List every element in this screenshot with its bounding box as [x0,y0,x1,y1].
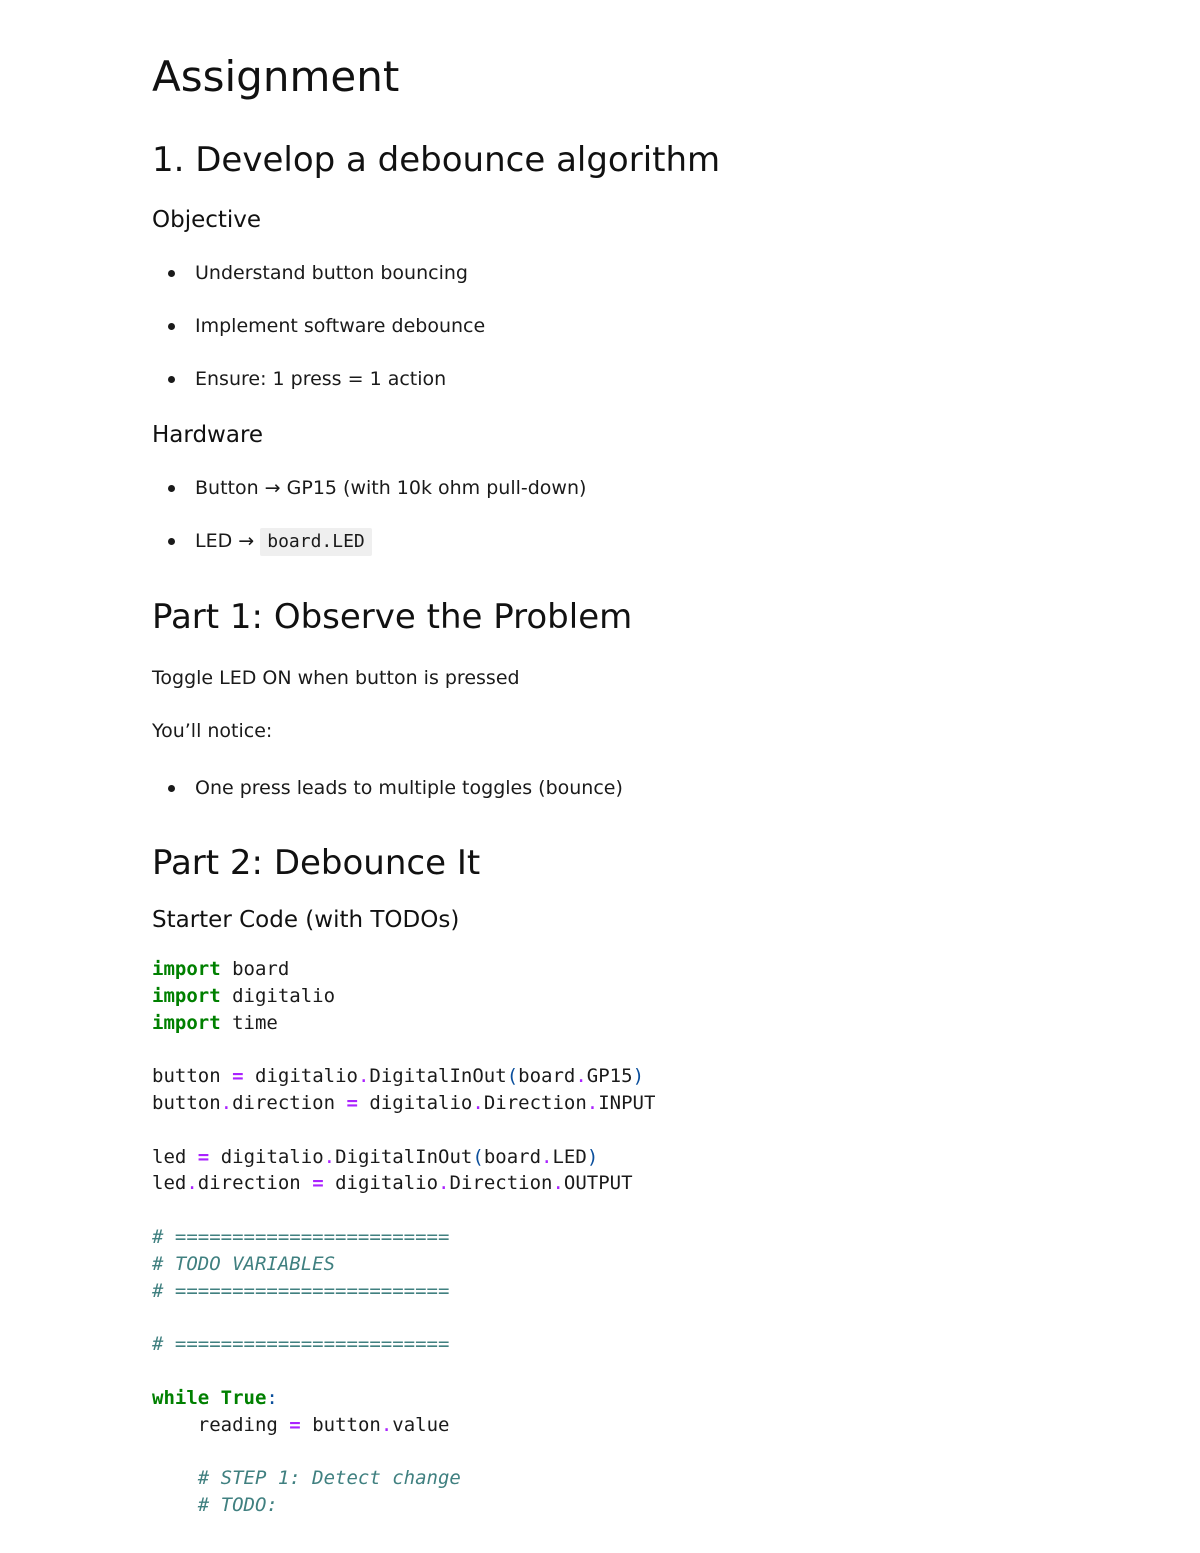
list-item: Implement software debounce [152,311,485,364]
bullet-icon [168,785,175,792]
hardware-heading: Hardware [152,422,264,448]
code-block: import board import digitalio import time button = digitalio.DigitalInOut(board.GP15) button.direction = digitalio.Direction.INPUT led = digitalio.DigitalInOut(board.LED) led.direction = digitalio.Direction.OUTPUT # ======================== # TODO VARIABLES # ======================== # ======================== while True: reading = button.value # STEP 1: Detect change # TODO: [152,958,656,1516]
part2-heading: Part 2: Debounce It [152,843,481,883]
part1-heading: Part 1: Observe the Problem [152,597,633,637]
bullet-icon [168,485,175,492]
bullet-icon [168,376,175,383]
list-item: Understand button bouncing [152,258,485,311]
bullet-icon [168,538,175,545]
hardware-list [152,473,586,579]
objective-list [152,258,485,417]
section-heading-debounce: 1. Develop a debounce algorithm [152,140,721,180]
list-item: Button → GP15 (with 10k ohm pull-down) [152,473,586,526]
inline-code: board.LED [260,528,372,556]
starter-code-heading: Starter Code (with TODOs) [152,907,460,933]
page-title: Assignment [152,52,400,101]
part1-list [152,773,623,826]
objective-heading: Objective [152,207,262,233]
bullet-icon [168,323,175,330]
part1-notice: You’ll notice: [152,720,273,742]
bullet-icon [168,270,175,277]
part1-paragraph: Toggle LED ON when button is pressed [152,667,520,689]
list-item: Ensure: 1 press = 1 action [152,364,485,417]
list-item: LED → board.LED [152,526,586,579]
list-item: One press leads to multiple toggles (bounce) [152,773,623,826]
